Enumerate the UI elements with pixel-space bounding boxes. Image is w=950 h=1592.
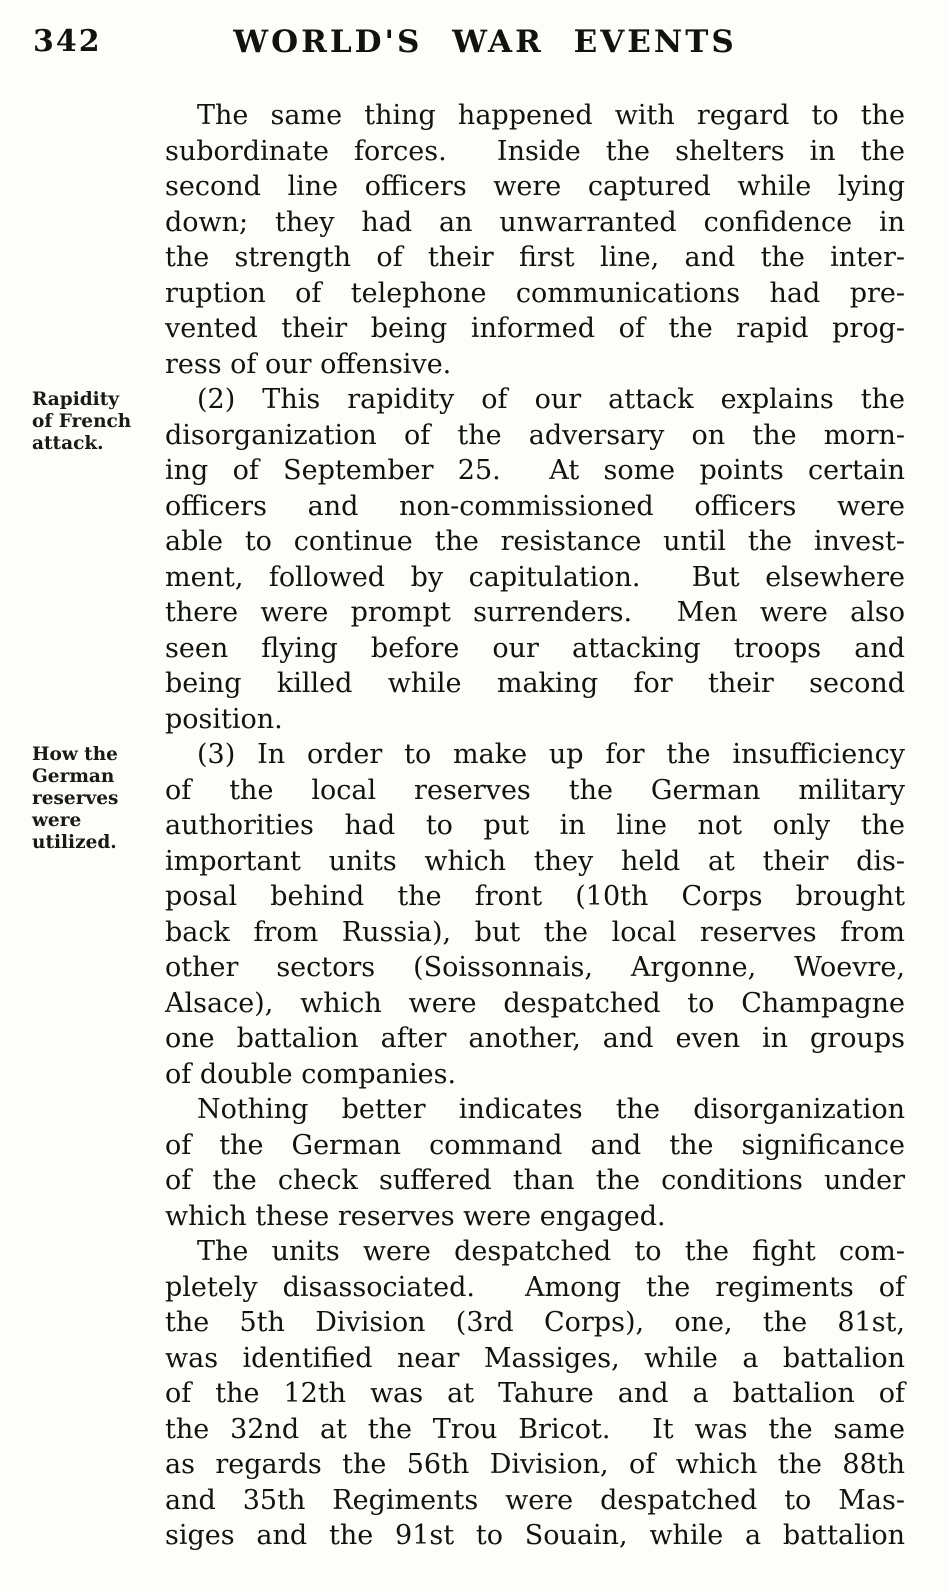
text-line: ruption of telephone communications had pre- [165, 277, 905, 309]
text-line: other sectors (Soissonnais, Argonne, Woevre, [165, 952, 905, 983]
text-line: as regards the 56th Division, of which the 88th [165, 1449, 905, 1480]
text-line: able to continue the resistance until the invest- [165, 526, 905, 557]
text-line: subordinate forces. Inside the shelters in the [165, 135, 905, 167]
text-line: ment, followed by capitulation. But elsewhere [165, 561, 905, 593]
text-line: disorganization of the adversary on the morn- [165, 419, 905, 451]
text-line: the 5th Division (3rd Corps), one, the 81st, [165, 1307, 905, 1338]
text-line: position. [165, 703, 283, 735]
text-line: siges and the 91st to Souain, while a battalion [165, 1520, 905, 1551]
margin-note-line: reserves [32, 788, 119, 809]
text-line: ing of September 25. At some points certain [165, 455, 905, 486]
page-header [0, 0, 950, 70]
margin-note-line: attack. [32, 433, 104, 454]
text-line: was identified near Massiges, while a battalion [165, 1342, 905, 1374]
text-line: Alsace), which were despatched to Champagne [165, 987, 905, 1019]
text-line: (2) This rapidity of our attack explains the [197, 384, 905, 415]
page-title: WORLD'S WAR EVENTS [233, 24, 737, 60]
margin-note-line: How the [32, 744, 118, 765]
text-line: of double companies. [165, 1058, 457, 1090]
text-line: The units were despatched to the fight com- [197, 1236, 905, 1267]
text-line: important units which they held at their dis- [165, 845, 905, 877]
text-line: of the local reserves the German military [165, 774, 905, 806]
text-line: one battalion after another, and even in groups [165, 1023, 905, 1054]
text-line: there were prompt surrenders. Men were also [165, 597, 905, 628]
text-line: back from Russia), but the local reserves from [165, 916, 905, 948]
text-line: pletely disassociated. Among the regiments of [165, 1271, 905, 1303]
text-line: and 35th Regiments were despatched to Mas- [165, 1484, 905, 1516]
margin-note-line: utilized. [32, 832, 117, 853]
margin-note [32, 389, 160, 455]
margin-note-line: German [32, 766, 115, 787]
margin-note [32, 744, 160, 854]
text-line: of the check suffered than the conditions under [165, 1165, 905, 1196]
text-line: (3) In order to make up for the insufficiency [197, 739, 905, 770]
margin-note-line: of French [32, 411, 132, 432]
text-body [32, 98, 905, 1554]
text-line: being killed while making for their second [165, 668, 905, 699]
margin-note-line: Rapidity [32, 389, 120, 410]
text-line: Nothing better indicates the disorganization [197, 1094, 905, 1125]
paragraph [32, 382, 905, 737]
text-line: posal behind the front (10th Corps brought [165, 881, 905, 912]
text-line: the strength of their first line, and the inter- [165, 242, 905, 273]
text-line: ress of our offensive. [165, 348, 452, 380]
margin-note-line: were [32, 810, 82, 831]
text-line: of the 12th was at Tahure and a battalion of [165, 1378, 905, 1409]
text-line: which these reserves were engaged. [165, 1200, 666, 1232]
text-line: seen flying before our attacking troops and [165, 632, 905, 664]
paragraph [165, 1092, 905, 1234]
text-line: second line officers were captured while lying [165, 171, 905, 202]
text-line: officers and non-commissioned officers were [165, 490, 905, 522]
text-line: of the German command and the significance [165, 1129, 905, 1161]
paragraph [32, 737, 905, 1092]
text-line: down; they had an unwarranted confidence in [165, 206, 905, 238]
text-line: authorities had to put in line not only the [165, 810, 905, 841]
page-number: 342 [33, 24, 102, 59]
text-line: The same thing happened with regard to the [197, 100, 905, 131]
text-line: the 32nd at the Trou Bricot. It was the same [165, 1413, 905, 1445]
text-line: vented their being informed of the rapid prog- [165, 313, 905, 344]
paragraph [165, 1234, 905, 1554]
paragraph [165, 98, 905, 382]
